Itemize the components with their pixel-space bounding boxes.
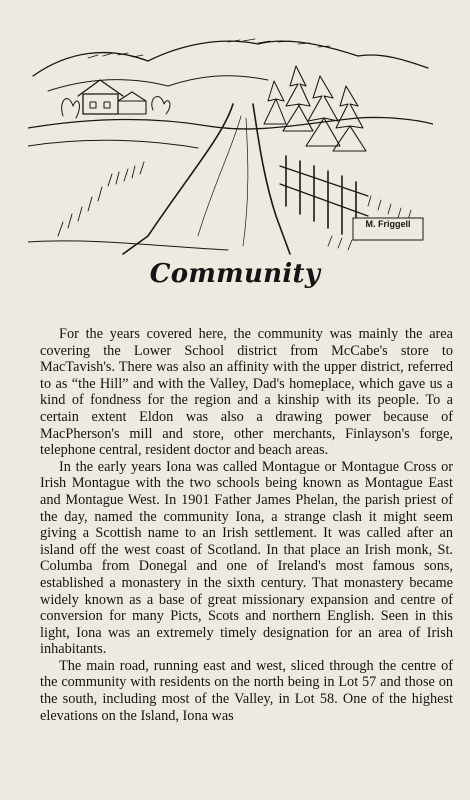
body-text — [40, 326, 453, 724]
paragraph-2: In the early years Iona was called Montague or Montague Cross or Irish Montague with the two schools being known as Montague East and Montague West. In 1901 Father James Phelan, the parish priest of the day, named the community Iona, a strange clash it might seem giving a Scottish name to an Irish settlement. It was called after an island off the west coast of Scotland. In that place an Irish monk, St. Columba from Donegal and one of Ireland's most famous sons, established a monastery in the sixth century. That monastery became widely known as a base of great missionary expansion and centre of conversion for many Picts, Scots and northern English. Seen in this light, Iona was an extremely timely designation for an area of Irish inhabitants. — [40, 458, 453, 658]
chapter-title: Community — [149, 259, 321, 289]
illustrator-signature: M. Friggell — [365, 219, 411, 229]
paragraph-1: For the years covered here, the community was mainly the area covering the Lower School district from McCabe's store to MacTavish's. There was also an affinity with the upper district, referred to as “the Hill” and with the Valley, Dad's homeplace, which gave us a kind of fondness for the region and a kinship with its people. To a certain extent Eldon was also a drawing power because of MacPherson's mill and store, other merchants, Finlayson's forge, telephone central, resident doctor and beach areas. — [40, 326, 453, 459]
paragraph-3: The main road, running east and west, sliced through the centre of the community with residents on the north being in Lot 57 and those on the south, including most of the Valley, in Lot 58. One of the highest elevations on the Island, Iona was — [40, 657, 453, 724]
